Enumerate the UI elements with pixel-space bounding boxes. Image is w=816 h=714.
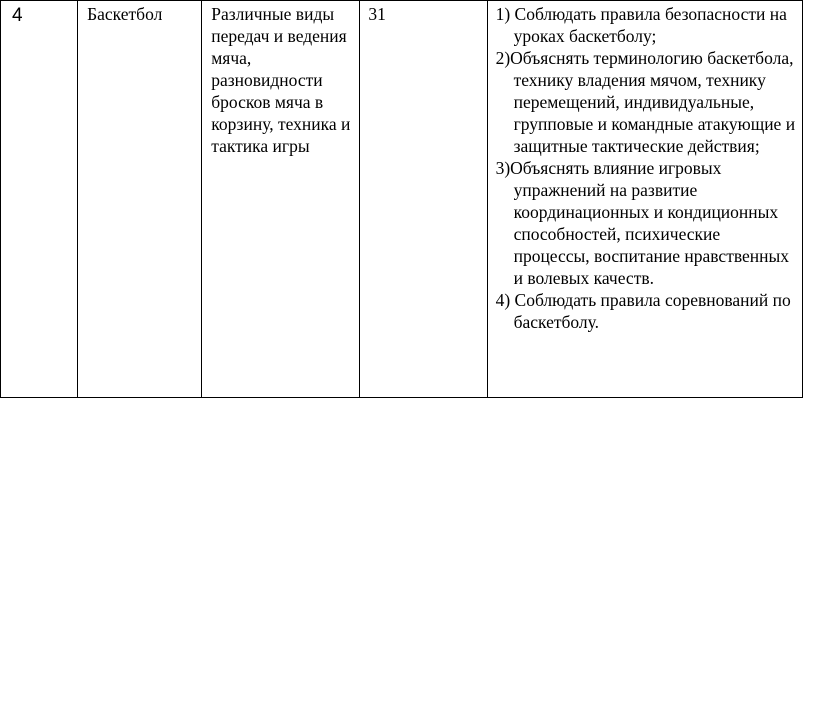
requirements-list (488, 1, 802, 333)
number-cell (1, 1, 78, 398)
row-number: 4 (12, 5, 23, 26)
content-cell (202, 1, 360, 398)
list-item: 3)Объяснять влияние игровых упражнений на развитие координационных и кондиционных способностей, психические процессы, воспитание нравственных и волевых качеств. (495, 158, 790, 288)
list-item: 1) Соблюдать правила безопасности на уроках баскетболу; (495, 4, 787, 46)
list-item: 2)Объяснять терминологию баскетбола, технику владения мячом, технику перемещений, индивидуальные, групповые и командные атакующие и защитные тактические действия; (495, 48, 796, 156)
list-item: 4) Соблюдать правила соревнований по баскетболу. (495, 290, 791, 332)
hours-cell (360, 1, 487, 398)
section-name: Баскетбол (87, 4, 163, 24)
section-content: Различные виды передач и ведения мяча, разновидности бросков мяча в корзину, техника и тактика игры (211, 4, 351, 156)
section-cell (78, 1, 202, 398)
requirements-cell (487, 1, 802, 398)
hours-value: 31 (368, 4, 386, 24)
table-row (1, 1, 803, 398)
